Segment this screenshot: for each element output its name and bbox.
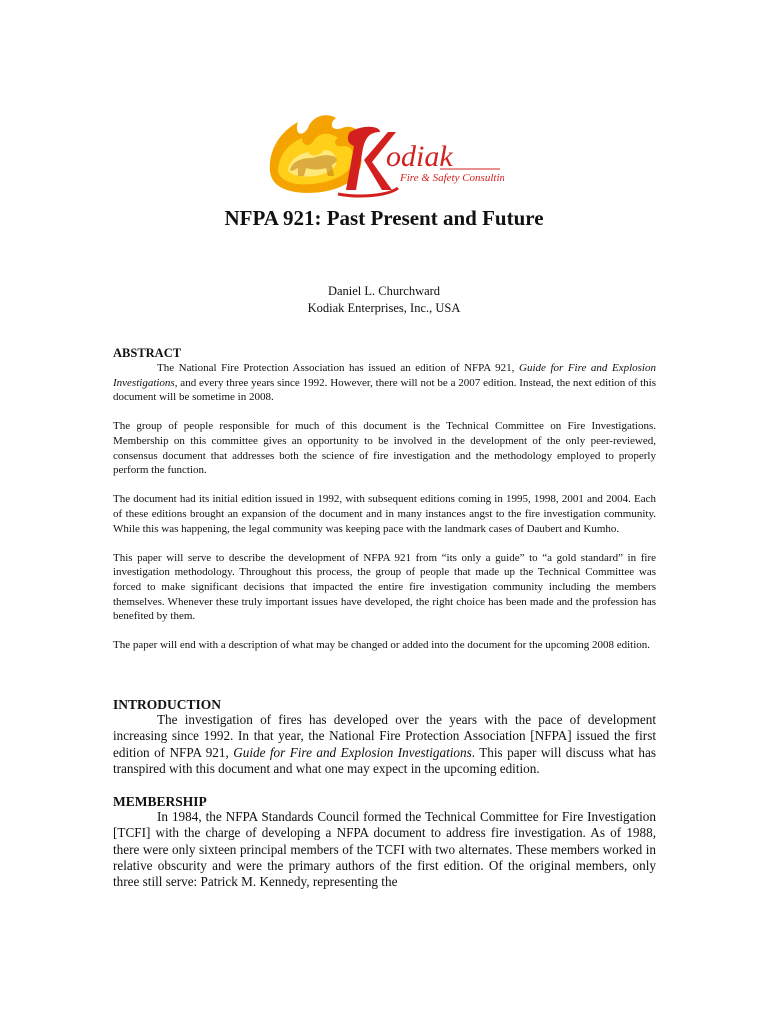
abstract-heading: ABSTRACT <box>113 346 182 360</box>
author-name: Daniel L. Churchward <box>327 284 441 298</box>
membership-paragraph: In 1984, the NFPA Standards Council formed the Technical Committee for Fire Investigation [TCFI] with the charge of developing a NFPA document to address fire investigation. As of 1988, there were only sixteen principal members of the TCFI with two alternates. These members worked in relative obscurity and were the primary authors of the first edition. Of the original members, only three still serve: Patrick M. Kennedy, representing the <box>113 809 656 890</box>
abstract-paragraph-5: The paper will end with a description of what may be changed or added into the document for the upcoming 2008 edition. <box>113 639 651 652</box>
abstract-section <box>113 346 656 653</box>
membership-section <box>113 794 656 890</box>
flame-bear-logo-icon <box>268 110 504 202</box>
introduction-heading: INTRODUCTION <box>113 697 222 712</box>
introduction-section <box>113 697 656 777</box>
author-affiliation: Kodiak Enterprises, Inc., USA <box>307 301 461 315</box>
svg-text:Fire & Safety Consulting: Fire & Safety Consulting <box>400 172 504 184</box>
abstract-paragraph-4: This paper will serve to describe the development of NFPA 921 from “its only a guide” to “a gold standard” in fire investigation methodology. Throughout this process, the group of people that made up the Technical Committee was forced to make significant decisions that impacted the entire fire investigation community including the members themselves. Whenever these truly important issues have developed, the right choice has been made and the profession has benefited by them. <box>113 551 656 623</box>
introduction-paragraph: The investigation of fires has developed over the years with the pace of development increasing since 1992. In that year, the National Fire Protection Association [NFPA] issued the first edition of NFPA 921, Guide for Fire and Explosion Investigations. This paper will discuss what has transpired with this document and what one may expect in the upcoming edition. <box>113 712 656 776</box>
abstract-paragraph-3: The document had its initial edition issued in 1992, with subsequent editions coming in 1995, 1998, 2001 and 2004. Each of these editions brought an expansion of the document and in many instances angst to the fire investigation community. While this was happening, the legal community was keeping pace with the landmark cases of Daubert and Kumho. <box>113 493 656 535</box>
abstract-paragraph-2: The group of people responsible for much of this document is the Technical Committee on Fire Investigations. Membership on this committee gives an opportunity to be involved in the development of the only peer-reviewed, consensus document that addresses both the science of fire investigation and the methodology employed to properly perform the function. <box>113 420 656 477</box>
svg-text:odiak: odiak <box>386 140 453 173</box>
abstract-paragraph-1: The National Fire Protection Association has issued an edition of NFPA 921, Guide for Fire and Explosion Investigations, and every three years since 1992. However, there will not be a 2007 edition. Instead, the next edition of this document will be sometime in 2008. <box>113 362 656 404</box>
membership-heading: MEMBERSHIP <box>113 794 207 809</box>
page-title: NFPA 921: Past Present and Future <box>224 206 544 230</box>
kodiak-logo <box>268 110 504 202</box>
